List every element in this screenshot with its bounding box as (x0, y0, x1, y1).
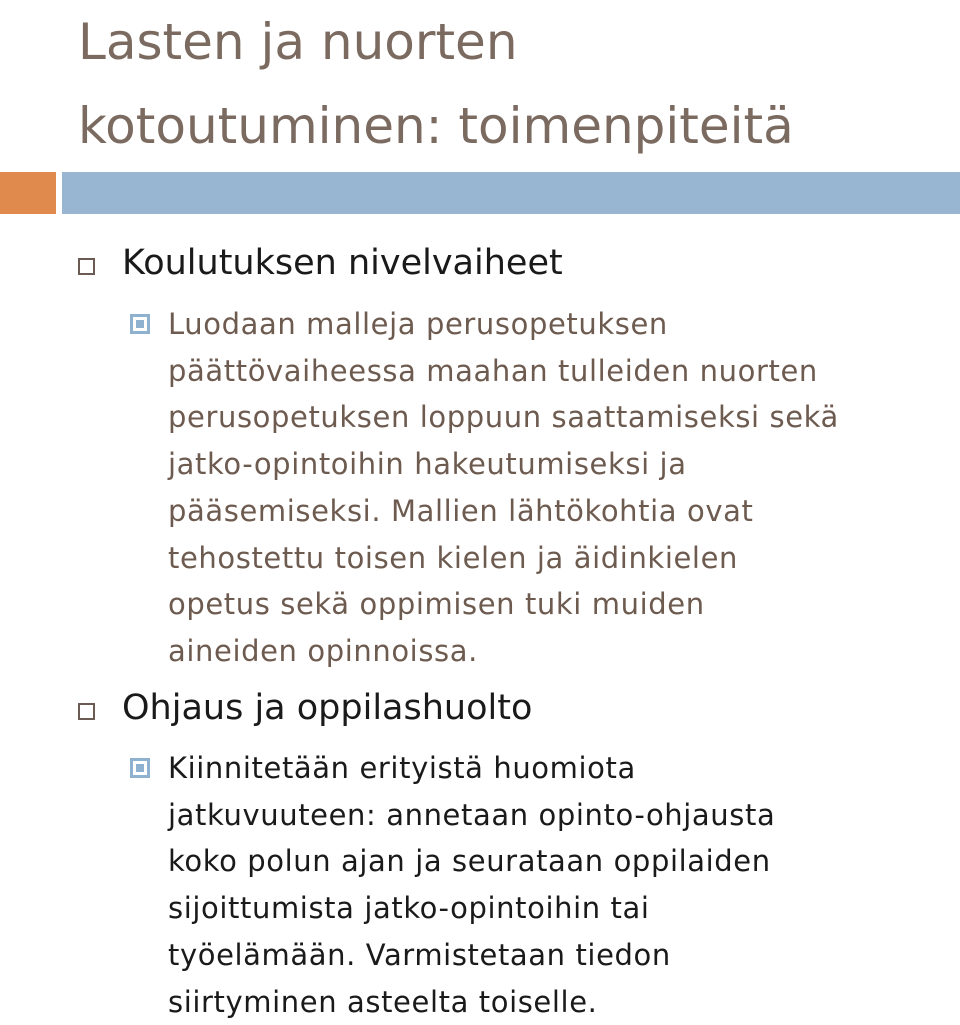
sub-bullet-1-line-5: pääsemiseksi. Mallien lähtökohtia ovat (168, 493, 754, 528)
sub-bullet-1-line-7: opetus sekä oppimisen tuki muiden (168, 587, 705, 622)
bullet-heading-1: Koulutuksen nivelvaiheet (122, 243, 563, 283)
hollow-square-bullet-icon (78, 703, 95, 720)
sub-bullet-1-line-6: tehostettu toisen kielen ja äidinkielen (168, 540, 738, 575)
sub-bullet-2-line-5: työelämään. Varmistetaan tiedon (168, 937, 671, 972)
sub-bullet-1-line-1: Luodaan malleja perusopetuksen (168, 307, 668, 341)
sub-bullet-2-line-6: siirtyminen asteelta toiselle. (168, 984, 598, 1019)
sub-bullet-text-2 (168, 745, 938, 1025)
sub-bullet-1-line-8: aineiden opinnoissa. (168, 633, 478, 668)
sub-bullet-1-line-2: päättövaiheessa maahan tulleiden nuorten (168, 353, 818, 388)
slide-title-line-2: kotoutuminen: toimenpiteitä (78, 97, 794, 155)
sub-bullet-2-line-2: jatkuvuuteen: annetaan opinto-ohjausta (168, 797, 776, 832)
sub-bullet-2-line-4: sijoittumista jatko-opintoihin tai (168, 891, 650, 926)
slide-title-line-1: Lasten ja nuorten (78, 13, 518, 71)
bullet-heading-2: Ohjaus ja oppilashuolto (122, 688, 533, 728)
sub-bullet-text-1 (168, 301, 938, 675)
filled-square-bullet-icon (130, 314, 150, 334)
sub-bullet-2-line-1: Kiinnitetään erityistä huomiota (168, 751, 636, 785)
sub-bullet-1-line-3: perusopetuksen loppuun saattamiseksi sekä (168, 400, 839, 435)
sub-bullet-1-line-4: jatko-opintoihin hakeutumiseksi ja (168, 447, 687, 482)
sub-bullet-2-line-3: koko polun ajan ja seurataan oppilaiden (168, 844, 771, 879)
filled-square-bullet-icon (130, 758, 150, 778)
hollow-square-bullet-icon (78, 258, 95, 275)
